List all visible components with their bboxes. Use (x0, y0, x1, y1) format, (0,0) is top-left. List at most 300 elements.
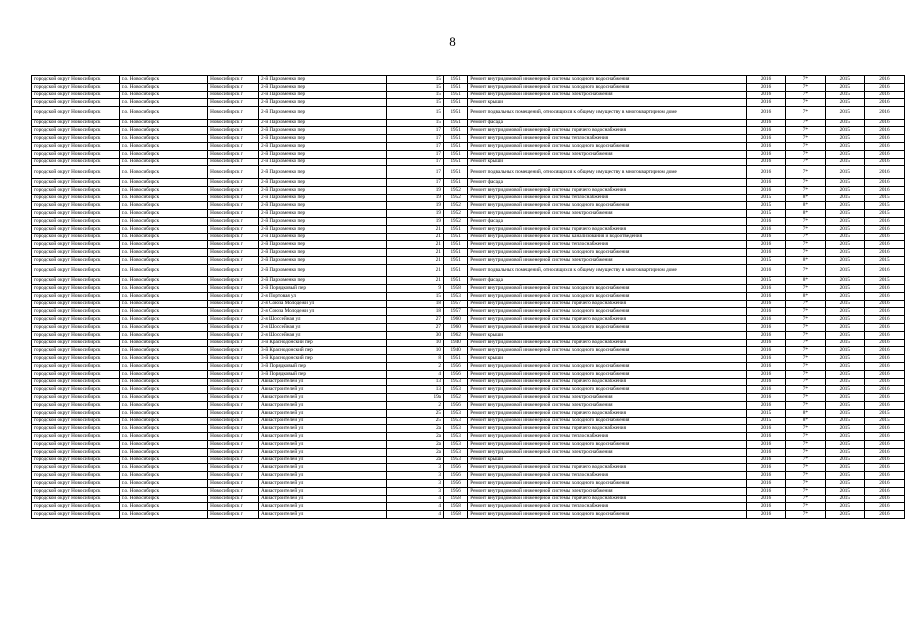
end-year-cell: 2016 (864, 249, 904, 257)
plan-year-cell: 2016 (746, 83, 785, 91)
city-cell: Новосибирск г (208, 150, 259, 158)
municipality-cell: городской округ Новосибирск (32, 456, 120, 464)
end-year-cell: 2016 (864, 370, 904, 378)
district-cell: г.о. Новосибирск (119, 127, 207, 135)
house-number-cell: 15 (387, 76, 444, 84)
city-cell: Новосибирск г (208, 425, 259, 433)
street-cell: 3-й Порядковый пер (259, 370, 387, 378)
table-row (32, 233, 905, 241)
plan-year-cell: 2016 (746, 316, 785, 324)
house-number-cell: 21 (387, 249, 444, 257)
build-year-cell: 1951 (443, 256, 467, 264)
plan-year-cell: 2016 (746, 264, 785, 277)
work-type-cell: Ремонт внутридомовой инженерной системы горячего водоснабжения (468, 495, 747, 503)
table-row (32, 456, 905, 464)
district-cell: г.о. Новосибирск (119, 378, 207, 386)
table-row (32, 99, 905, 107)
criterion-cell: 7* (786, 107, 826, 120)
table-row (32, 143, 905, 151)
table-row (32, 331, 905, 339)
build-year-cell: 1957 (443, 300, 467, 308)
start-year-cell: 2015 (825, 401, 864, 409)
city-cell: Новосибирск г (208, 472, 259, 480)
municipality-cell: городской округ Новосибирск (32, 394, 120, 402)
work-type-cell: Ремонт внутридомовой инженерной системы электроснабжения (468, 150, 747, 158)
work-type-cell: Ремонт внутридомовой инженерной системы горячего водоснабжения (468, 339, 747, 347)
plan-year-cell: 2016 (746, 99, 785, 107)
plan-year-cell: 2016 (746, 464, 785, 472)
municipality-cell: городской округ Новосибирск (32, 511, 120, 519)
plan-year-cell: 2016 (746, 249, 785, 257)
criterion-cell: 7* (786, 456, 826, 464)
municipality-cell: городской округ Новосибирск (32, 401, 120, 409)
city-cell: Новосибирск г (208, 456, 259, 464)
start-year-cell: 2015 (825, 347, 864, 355)
table-row (32, 316, 905, 324)
start-year-cell: 2015 (825, 495, 864, 503)
table-row (32, 324, 905, 332)
criterion-cell: 7* (786, 339, 826, 347)
district-cell: г.о. Новосибирск (119, 479, 207, 487)
criterion-cell: 7* (786, 425, 826, 433)
district-cell: г.о. Новосибирск (119, 363, 207, 371)
end-year-cell: 2016 (864, 324, 904, 332)
start-year-cell: 2015 (825, 158, 864, 166)
build-year-cell: 1953 (443, 378, 467, 386)
start-year-cell: 2015 (825, 417, 864, 425)
build-year-cell: 1951 (443, 99, 467, 107)
criterion-cell: 7* (786, 448, 826, 456)
build-year-cell: 1953 (443, 433, 467, 441)
municipality-cell: городской округ Новосибирск (32, 316, 120, 324)
end-year-cell: 2016 (864, 363, 904, 371)
start-year-cell: 2015 (825, 119, 864, 127)
city-cell: Новосибирск г (208, 495, 259, 503)
house-number-cell: 4 (387, 511, 444, 519)
plan-year-cell: 2016 (746, 166, 785, 179)
city-cell: Новосибирск г (208, 401, 259, 409)
district-cell: г.о. Новосибирск (119, 339, 207, 347)
work-type-cell: Ремонт внутридомовой инженерной системы холодного водоснабжения (468, 202, 747, 210)
plan-year-cell: 2016 (746, 225, 785, 233)
plan-year-cell: 2016 (746, 324, 785, 332)
city-cell: Новосибирск г (208, 83, 259, 91)
table-row (32, 440, 905, 448)
city-cell: Новосибирск г (208, 440, 259, 448)
end-year-cell: 2015 (864, 194, 904, 202)
house-number-cell: 19а (387, 394, 444, 402)
house-number-cell: 13 (387, 386, 444, 394)
table-row (32, 202, 905, 210)
build-year-cell: 1951 (443, 178, 467, 186)
end-year-cell: 2016 (864, 225, 904, 233)
criterion-cell: 7* (786, 83, 826, 91)
criterion-cell: 8* (786, 277, 826, 285)
house-number-cell: 15 (387, 99, 444, 107)
municipality-cell: городской округ Новосибирск (32, 91, 120, 99)
criterion-cell: 8* (786, 292, 826, 300)
build-year-cell: 1953 (443, 386, 467, 394)
start-year-cell: 2015 (825, 217, 864, 225)
build-year-cell: 1951 (443, 233, 467, 241)
end-year-cell: 2016 (864, 135, 904, 143)
city-cell: Новосибирск г (208, 316, 259, 324)
plan-year-cell: 2016 (746, 233, 785, 241)
end-year-cell: 2015 (864, 210, 904, 218)
plan-year-cell: 2016 (746, 339, 785, 347)
plan-year-cell: 2016 (746, 472, 785, 480)
city-cell: Новосибирск г (208, 249, 259, 257)
house-number-cell: 18 (387, 308, 444, 316)
house-number-cell: 18 (387, 300, 444, 308)
table-row (32, 119, 905, 127)
table-row (32, 300, 905, 308)
end-year-cell: 2016 (864, 143, 904, 151)
house-number-cell: 3 (387, 479, 444, 487)
municipality-cell: городской округ Новосибирск (32, 308, 120, 316)
house-number-cell: 2а (387, 425, 444, 433)
build-year-cell: 1952 (443, 394, 467, 402)
district-cell: г.о. Новосибирск (119, 440, 207, 448)
street-cell: Авиастроителей ул (259, 386, 387, 394)
district-cell: г.о. Новосибирск (119, 370, 207, 378)
city-cell: Новосибирск г (208, 166, 259, 179)
build-year-cell: 1953 (443, 456, 467, 464)
end-year-cell: 2016 (864, 186, 904, 194)
municipality-cell: городской округ Новосибирск (32, 285, 120, 293)
work-type-cell: Ремонт внутридомовой инженерной системы горячего водоснабжения (468, 409, 747, 417)
build-year-cell: 1958 (443, 503, 467, 511)
house-number-cell: 2а (387, 456, 444, 464)
start-year-cell: 2015 (825, 178, 864, 186)
criterion-cell: 8* (786, 194, 826, 202)
start-year-cell: 2015 (825, 511, 864, 519)
table-row (32, 91, 905, 99)
municipality-cell: городской округ Новосибирск (32, 472, 120, 480)
municipality-cell: городской округ Новосибирск (32, 440, 120, 448)
city-cell: Новосибирск г (208, 210, 259, 218)
start-year-cell: 2015 (825, 355, 864, 363)
plan-year-cell: 2016 (746, 308, 785, 316)
municipality-cell: городской округ Новосибирск (32, 386, 120, 394)
street-cell: Авиастроителей ул (259, 433, 387, 441)
start-year-cell: 2015 (825, 241, 864, 249)
build-year-cell: 1958 (443, 285, 467, 293)
city-cell: Новосибирск г (208, 233, 259, 241)
house-number-cell: 27 (387, 316, 444, 324)
end-year-cell: 2016 (864, 233, 904, 241)
work-type-cell: Ремонт внутридомовой инженерной системы холодного водоснабжения (468, 285, 747, 293)
plan-year-cell: 2015 (746, 210, 785, 218)
city-cell: Новосибирск г (208, 386, 259, 394)
house-number-cell: 21 (387, 241, 444, 249)
street-cell: Авиастроителей ул (259, 394, 387, 402)
work-type-cell: Ремонт внутридомовой инженерной системы электроснабжения (468, 256, 747, 264)
build-year-cell: 1951 (443, 355, 467, 363)
table-row (32, 487, 905, 495)
criterion-cell: 7* (786, 472, 826, 480)
street-cell: Авиастроителей ул (259, 503, 387, 511)
criterion-cell: 7* (786, 76, 826, 84)
build-year-cell: 1940 (443, 339, 467, 347)
end-year-cell: 2015 (864, 409, 904, 417)
start-year-cell: 2015 (825, 394, 864, 402)
build-year-cell: 1953 (443, 292, 467, 300)
municipality-cell: городской округ Новосибирск (32, 217, 120, 225)
street-cell: 2-я Союза Молодежи ул (259, 308, 387, 316)
work-type-cell: Ремонт крыши (468, 355, 747, 363)
street-cell: 3-й Краснодонский пер (259, 347, 387, 355)
start-year-cell: 2015 (825, 150, 864, 158)
end-year-cell: 2016 (864, 107, 904, 120)
city-cell: Новосибирск г (208, 186, 259, 194)
house-number-cell: 15 (387, 107, 444, 120)
city-cell: Новосибирск г (208, 355, 259, 363)
street-cell: 2-й Пархоменко пер (259, 127, 387, 135)
street-cell: 2-й Пархоменко пер (259, 158, 387, 166)
work-type-cell: Ремонт внутридомовой инженерной системы холодного водоснабжения (468, 440, 747, 448)
district-cell: г.о. Новосибирск (119, 225, 207, 233)
table-row (32, 503, 905, 511)
municipality-cell: городской округ Новосибирск (32, 76, 120, 84)
criterion-cell: 8* (786, 210, 826, 218)
start-year-cell: 2015 (825, 456, 864, 464)
district-cell: г.о. Новосибирск (119, 91, 207, 99)
district-cell: г.о. Новосибирск (119, 433, 207, 441)
criterion-cell: 7* (786, 316, 826, 324)
table-row (32, 448, 905, 456)
municipality-cell: городской округ Новосибирск (32, 409, 120, 417)
municipality-cell: городской округ Новосибирск (32, 464, 120, 472)
build-year-cell: 1952 (443, 194, 467, 202)
city-cell: Новосибирск г (208, 264, 259, 277)
district-cell: г.о. Новосибирск (119, 292, 207, 300)
start-year-cell: 2015 (825, 135, 864, 143)
street-cell: 2-й Пархоменко пер (259, 119, 387, 127)
street-cell: 2-й Пархоменко пер (259, 249, 387, 257)
build-year-cell: 1951 (443, 76, 467, 84)
build-year-cell: 1956 (443, 464, 467, 472)
work-type-cell: Ремонт внутридомовой инженерной системы теплоснабжения (468, 433, 747, 441)
district-cell: г.о. Новосибирск (119, 76, 207, 84)
criterion-cell: 8* (786, 202, 826, 210)
build-year-cell: 1953 (443, 409, 467, 417)
district-cell: г.о. Новосибирск (119, 166, 207, 179)
table-row (32, 249, 905, 257)
city-cell: Новосибирск г (208, 99, 259, 107)
city-cell: Новосибирск г (208, 339, 259, 347)
street-cell: 2-й Пархоменко пер (259, 233, 387, 241)
street-cell: Авиастроителей ул (259, 401, 387, 409)
house-number-cell: 10 (387, 339, 444, 347)
work-type-cell: Ремонт внутридомовой инженерной системы горячего водоснабжения (468, 425, 747, 433)
start-year-cell: 2015 (825, 107, 864, 120)
end-year-cell: 2016 (864, 464, 904, 472)
start-year-cell: 2015 (825, 99, 864, 107)
start-year-cell: 2015 (825, 83, 864, 91)
city-cell: Новосибирск г (208, 487, 259, 495)
street-cell: Авиастроителей ул (259, 472, 387, 480)
house-number-cell: 19 (387, 186, 444, 194)
work-type-cell: Ремонт внутридомовой инженерной системы холодного водоснабжения (468, 511, 747, 519)
house-number-cell: 15 (387, 119, 444, 127)
district-cell: г.о. Новосибирск (119, 99, 207, 107)
city-cell: Новосибирск г (208, 127, 259, 135)
municipality-cell: городской округ Новосибирск (32, 83, 120, 91)
district-cell: г.о. Новосибирск (119, 347, 207, 355)
municipality-cell: городской округ Новосибирск (32, 210, 120, 218)
street-cell: 2-й Пархоменко пер (259, 225, 387, 233)
district-cell: г.о. Новосибирск (119, 456, 207, 464)
work-type-cell: Ремонт внутридомовой инженерной системы холодного водоснабжения (468, 308, 747, 316)
work-type-cell: Ремонт внутридомовой инженерной системы холодного водоснабжения (468, 324, 747, 332)
table-row (32, 186, 905, 194)
municipality-cell: городской округ Новосибирск (32, 378, 120, 386)
street-cell: 2-й Пархоменко пер (259, 256, 387, 264)
start-year-cell: 2015 (825, 166, 864, 179)
end-year-cell: 2016 (864, 386, 904, 394)
plan-year-cell: 2016 (746, 386, 785, 394)
municipality-cell: городской округ Новосибирск (32, 503, 120, 511)
district-cell: г.о. Новосибирск (119, 394, 207, 402)
municipality-cell: городской округ Новосибирск (32, 347, 120, 355)
house-number-cell: 17 (387, 150, 444, 158)
end-year-cell: 2016 (864, 217, 904, 225)
start-year-cell: 2015 (825, 448, 864, 456)
plan-year-cell: 2016 (746, 119, 785, 127)
table-row (32, 464, 905, 472)
start-year-cell: 2015 (825, 300, 864, 308)
end-year-cell: 2016 (864, 285, 904, 293)
city-cell: Новосибирск г (208, 178, 259, 186)
district-cell: г.о. Новосибирск (119, 464, 207, 472)
build-year-cell: 1940 (443, 347, 467, 355)
start-year-cell: 2015 (825, 91, 864, 99)
city-cell: Новосибирск г (208, 158, 259, 166)
end-year-cell: 2016 (864, 448, 904, 456)
municipality-cell: городской округ Новосибирск (32, 433, 120, 441)
work-type-cell: Ремонт внутридомовой инженерной системы холодного водоснабжения (468, 292, 747, 300)
criterion-cell: 7* (786, 225, 826, 233)
build-year-cell: 1960 (443, 324, 467, 332)
table-row (32, 150, 905, 158)
street-cell: 2-й Пархоменко пер (259, 186, 387, 194)
end-year-cell: 2016 (864, 425, 904, 433)
plan-year-cell: 2016 (746, 91, 785, 99)
street-cell: Авиастроителей ул (259, 425, 387, 433)
house-number-cell: 21 (387, 233, 444, 241)
house-number-cell: 4 (387, 503, 444, 511)
plan-year-cell: 2016 (746, 143, 785, 151)
start-year-cell: 2015 (825, 409, 864, 417)
street-cell: 2-й Пархоменко пер (259, 194, 387, 202)
municipality-cell: городской округ Новосибирск (32, 331, 120, 339)
table-row (32, 241, 905, 249)
table-row (32, 495, 905, 503)
district-cell: г.о. Новосибирск (119, 249, 207, 257)
start-year-cell: 2015 (825, 331, 864, 339)
city-cell: Новосибирск г (208, 433, 259, 441)
municipality-cell: городской округ Новосибирск (32, 166, 120, 179)
start-year-cell: 2015 (825, 378, 864, 386)
work-type-cell: Ремонт внутридомовой инженерной системы теплоснабжения (468, 472, 747, 480)
criterion-cell: 7* (786, 264, 826, 277)
municipality-cell: городской округ Новосибирск (32, 241, 120, 249)
district-cell: г.о. Новосибирск (119, 186, 207, 194)
house-number-cell: 2 (387, 401, 444, 409)
street-cell: 2-й Пархоменко пер (259, 166, 387, 179)
start-year-cell: 2015 (825, 324, 864, 332)
table-row (32, 135, 905, 143)
start-year-cell: 2015 (825, 440, 864, 448)
municipality-cell: городской округ Новосибирск (32, 448, 120, 456)
plan-year-cell: 2016 (746, 285, 785, 293)
end-year-cell: 2016 (864, 511, 904, 519)
municipality-cell: городской округ Новосибирск (32, 119, 120, 127)
work-type-cell: Ремонт крыши (468, 158, 747, 166)
build-year-cell: 1951 (443, 264, 467, 277)
criterion-cell: 7* (786, 386, 826, 394)
street-cell: 2-я Шоссейная ул (259, 324, 387, 332)
street-cell: Авиастроителей ул (259, 487, 387, 495)
plan-year-cell: 2015 (746, 194, 785, 202)
start-year-cell: 2015 (825, 249, 864, 257)
end-year-cell: 2015 (864, 277, 904, 285)
table-row (32, 292, 905, 300)
start-year-cell: 2015 (825, 194, 864, 202)
end-year-cell: 2016 (864, 433, 904, 441)
end-year-cell: 2016 (864, 127, 904, 135)
municipality-cell: городской округ Новосибирск (32, 202, 120, 210)
build-year-cell: 1951 (443, 127, 467, 135)
table-row (32, 479, 905, 487)
city-cell: Новосибирск г (208, 285, 259, 293)
plan-year-cell: 2016 (746, 135, 785, 143)
table-row (32, 511, 905, 519)
start-year-cell: 2015 (825, 464, 864, 472)
work-type-cell: Ремонт крыши (468, 331, 747, 339)
plan-year-cell: 2016 (746, 107, 785, 120)
plan-year-cell: 2016 (746, 378, 785, 386)
house-number-cell: 3 (387, 487, 444, 495)
plan-year-cell: 2016 (746, 292, 785, 300)
plan-year-cell: 2016 (746, 511, 785, 519)
street-cell: 2-й Порядковый пер (259, 285, 387, 293)
build-year-cell: 1956 (443, 401, 467, 409)
page-number: 8 (449, 34, 456, 49)
plan-year-cell: 2016 (746, 370, 785, 378)
street-cell: 2-й Пархоменко пер (259, 202, 387, 210)
build-year-cell: 1960 (443, 316, 467, 324)
criterion-cell: 7* (786, 479, 826, 487)
street-cell: 2-й Пархоменко пер (259, 178, 387, 186)
city-cell: Новосибирск г (208, 194, 259, 202)
build-year-cell: 1951 (443, 143, 467, 151)
district-cell: г.о. Новосибирск (119, 401, 207, 409)
house-number-cell: 8 (387, 355, 444, 363)
district-cell: г.о. Новосибирск (119, 264, 207, 277)
start-year-cell: 2015 (825, 127, 864, 135)
criterion-cell: 7* (786, 186, 826, 194)
end-year-cell: 2016 (864, 292, 904, 300)
work-type-cell: Ремонт внутридомовой инженерной системы холодного водоснабжения (468, 76, 747, 84)
end-year-cell: 2016 (864, 440, 904, 448)
municipality-cell: городской округ Новосибирск (32, 225, 120, 233)
build-year-cell: 1953 (443, 440, 467, 448)
work-type-cell: Ремонт внутридомовой инженерной системы горячего водоснабжения (468, 127, 747, 135)
district-cell: г.о. Новосибирск (119, 355, 207, 363)
end-year-cell: 2016 (864, 76, 904, 84)
